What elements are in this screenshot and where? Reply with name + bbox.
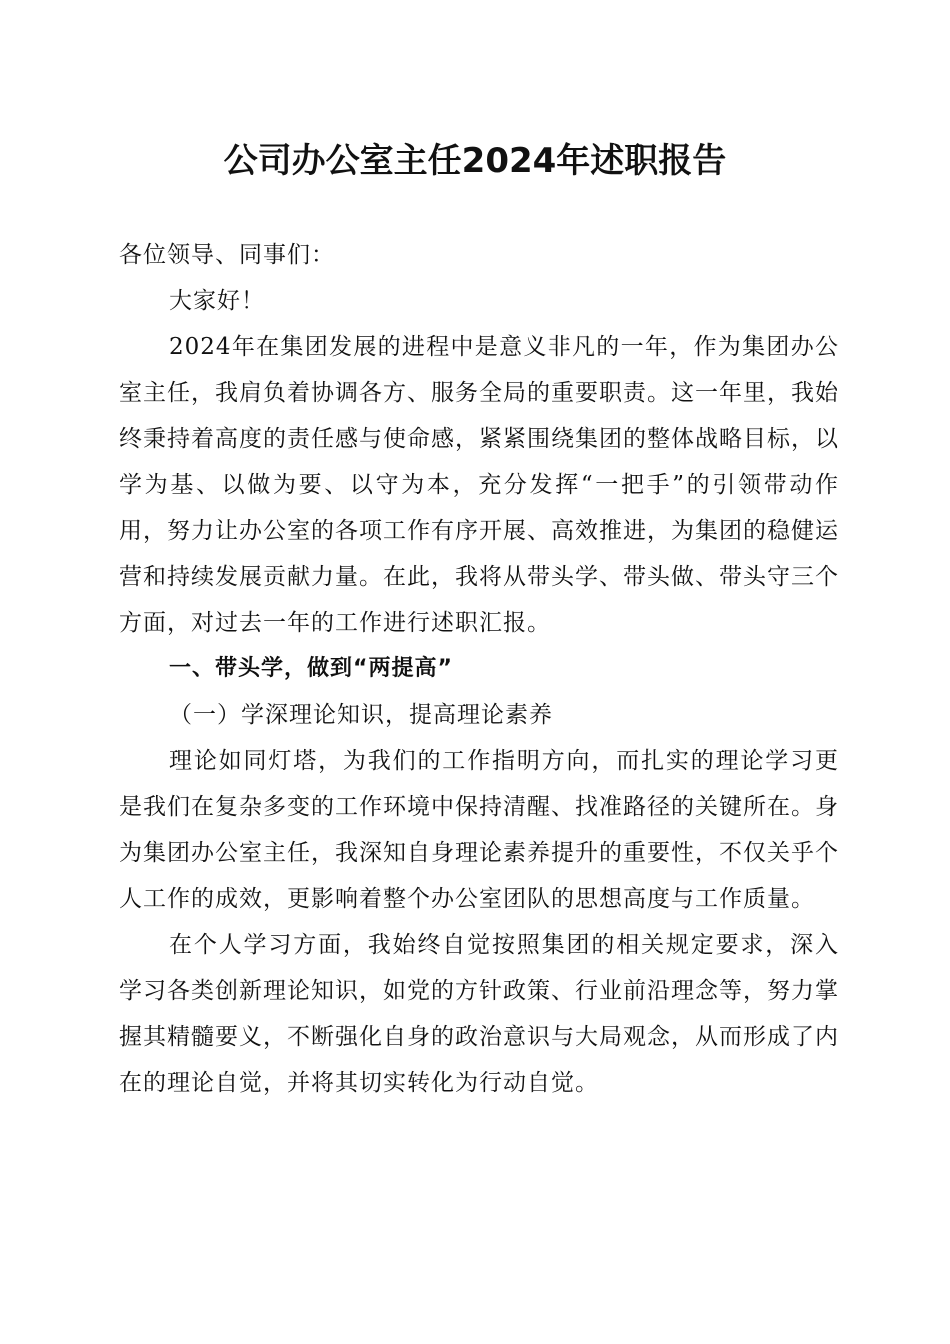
section-heading-1: 一、带头学，做到“两提高” bbox=[169, 656, 453, 681]
salutation: 各位领导、同事们： bbox=[119, 242, 335, 268]
intro-paragraph: 2024年在集团发展的进程中是意义非凡的一年，作为集团办公室主任，我肩负着协调各方、服务全局的重要职责。这一年里，我始终秉持着高度的责任感与使命感，紧紧围绕集团的整体战略目标，以学为基、以做为要、以守为本，充分发挥“一把手”的引领带动作用，努力让办公室的各项工作有序开展、高效推进，为集团的稳健运营和持续发展贡献力量。在此，我将从带头学、带头做、带头守三个方面，对过去一年的工作进行述职汇报。 bbox=[119, 334, 839, 636]
greeting: 大家好！ bbox=[169, 288, 265, 314]
subsection-heading-1: （一）学深理论知识，提高理论素养 bbox=[169, 702, 553, 728]
document-body bbox=[119, 232, 839, 1106]
body-paragraph-1: 理论如同灯塔，为我们的工作指明方向，而扎实的理论学习更是我们在复杂多变的工作环境中保持清醒、找准路径的关键所在。身为集团办公室主任，我深知自身理论素养提升的重要性，不仅关乎个人工作的成效，更影响着整个办公室团队的思想高度与工作质量。 bbox=[119, 748, 839, 912]
body-paragraph-2: 在个人学习方面，我始终自觉按照集团的相关规定要求，深入学习各类创新理论知识，如党的方针政策、行业前沿理念等，努力掌握其精髓要义，不断强化自身的政治意识与大局观念，从而形成了内在的理论自觉，并将其切实转化为行动自觉。 bbox=[119, 932, 839, 1096]
document-title: 公司办公室主任2024年述职报告 bbox=[223, 141, 727, 181]
